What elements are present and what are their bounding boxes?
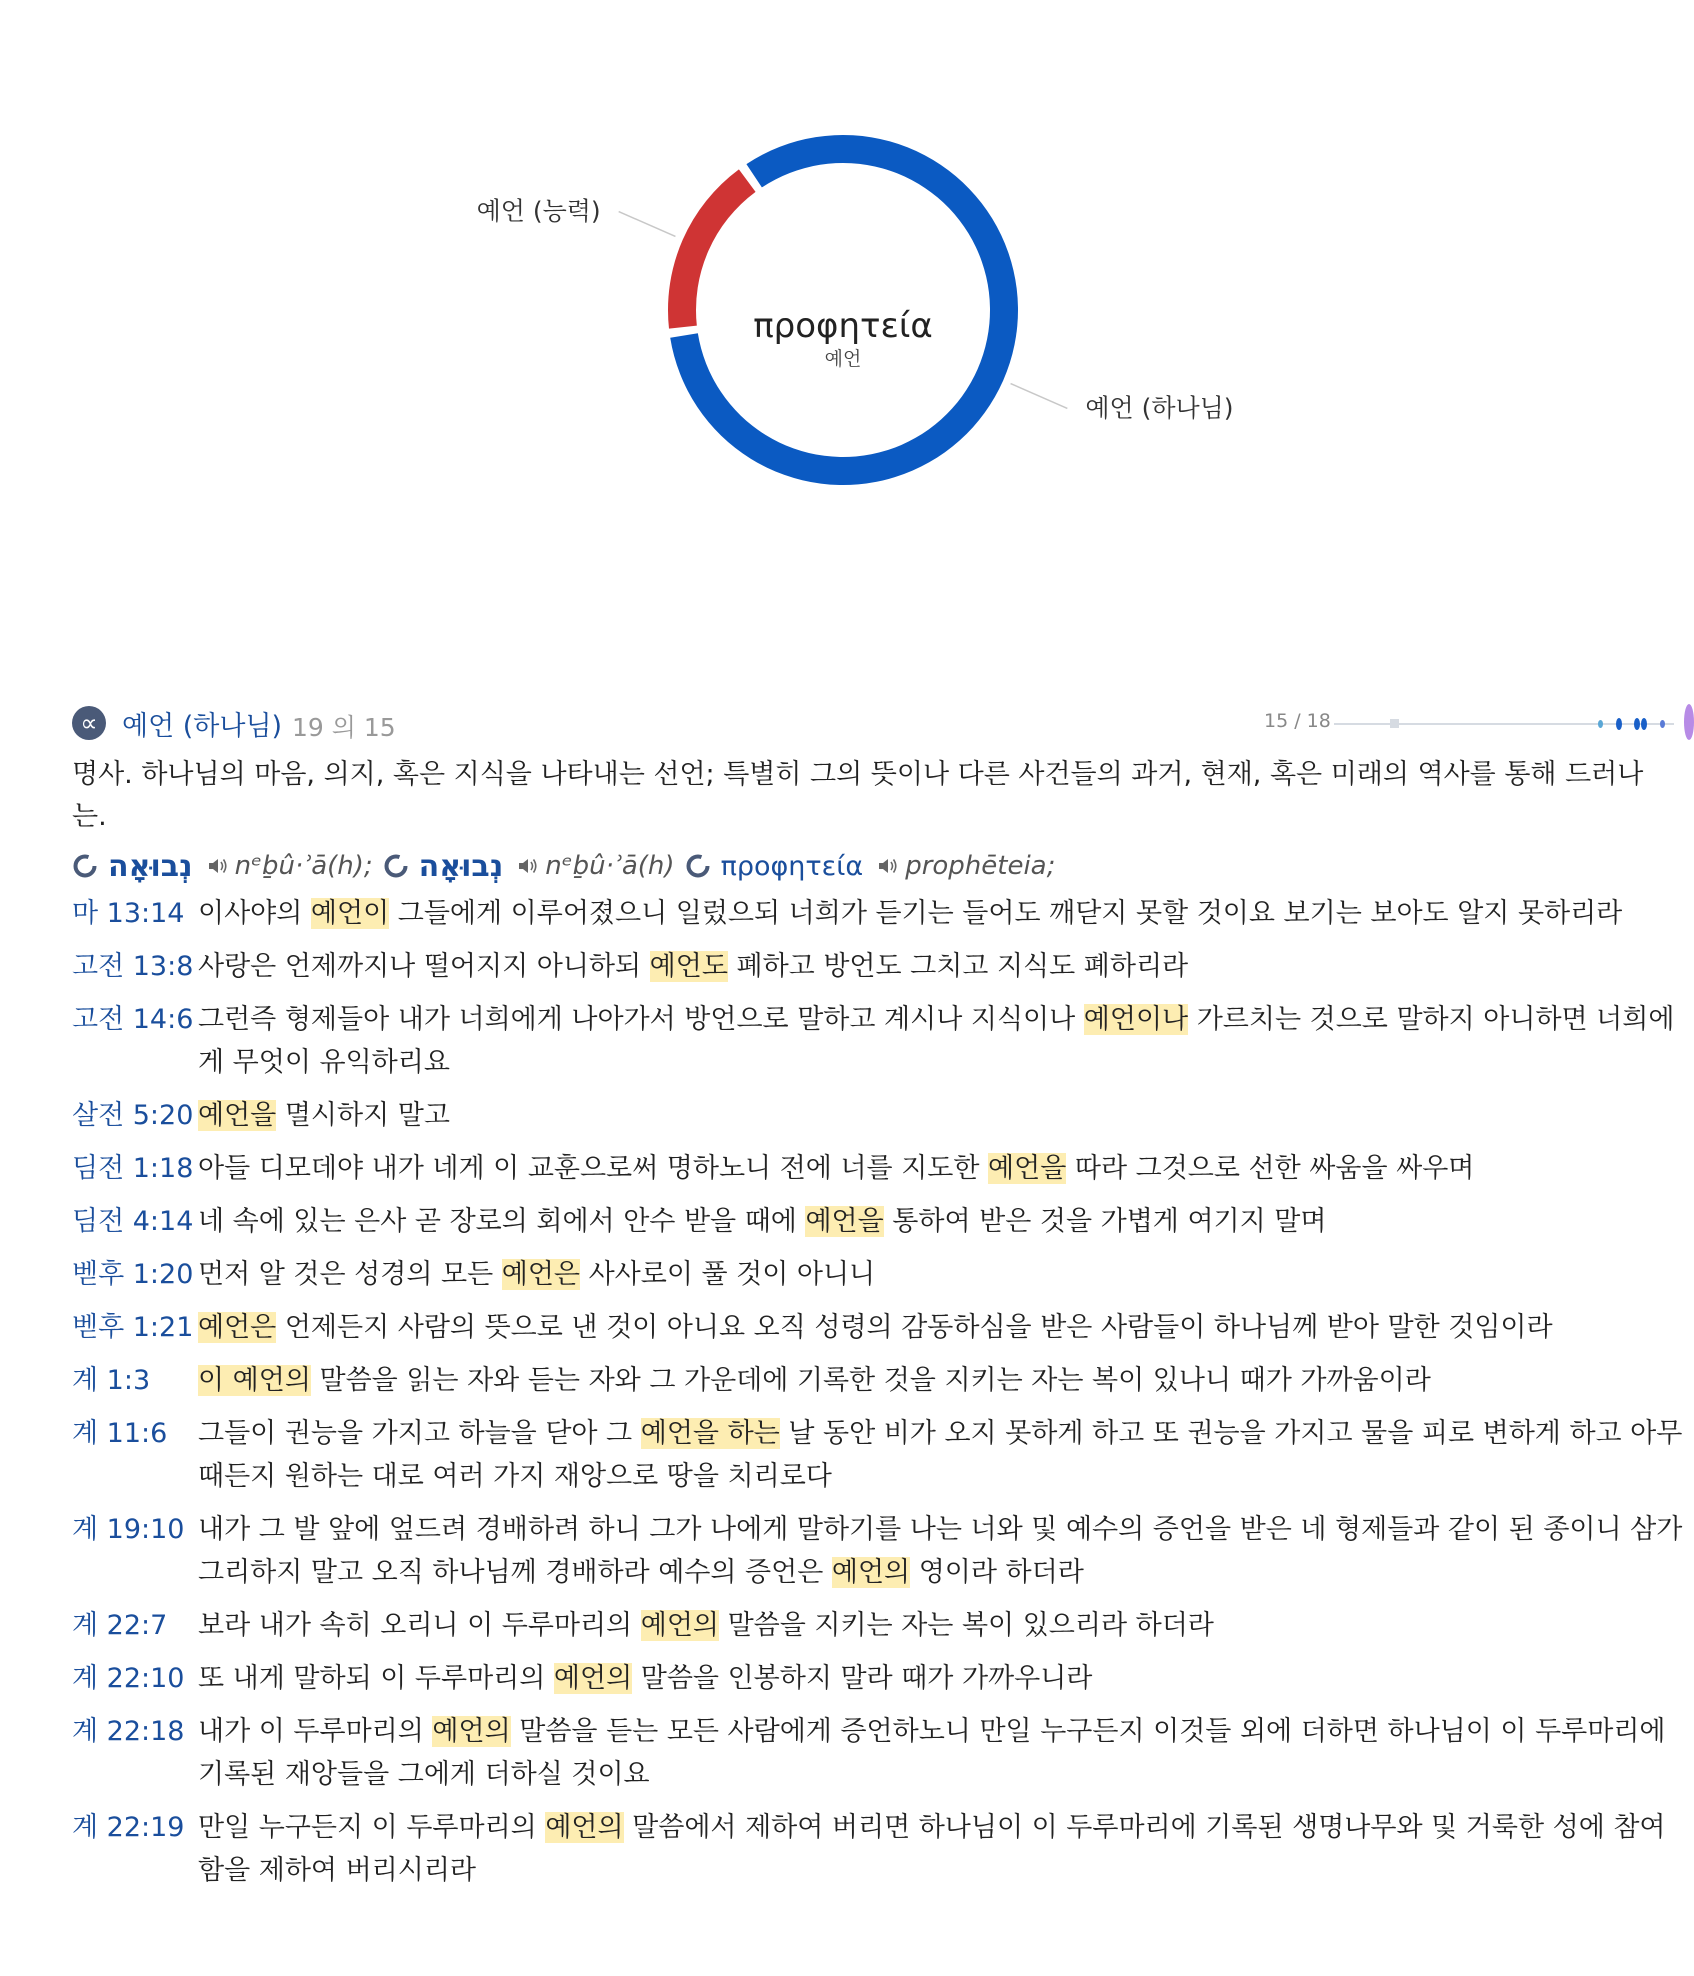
lemma-item [72, 849, 373, 884]
pager-dot [1641, 718, 1647, 730]
lemma-lookup-icon[interactable] [72, 853, 98, 879]
sense-donut-chart [0, 0, 1694, 640]
sense-header [72, 700, 1694, 748]
verse-row [72, 1147, 1684, 1190]
verse-text-segment: 그런즉 형제들아 내가 너희에게 나아가서 방언으로 말하고 계시나 지식이나 [198, 1004, 1084, 1035]
verse-text-segment: 사사로이 풀 것이 아니니 [579, 1259, 876, 1290]
verse-text-segment: 내가 그 발 앞에 엎드려 경배하려 하니 그가 나에게 말하기를 나는 너와 및 예수의 증언을 받은 네 형제들과 같이 된 종이니 삼가 그리하지 말고 오직 하나님께 경배하라 예수의 증언은 [198, 1514, 1683, 1588]
pager-dot [1634, 718, 1640, 730]
sense-section [72, 700, 1694, 1902]
verse-text-segment: 아들 디모데야 내가 네게 이 교훈으로써 명하노니 전에 너를 지도한 [198, 1153, 989, 1184]
pager-end-marker[interactable] [1684, 704, 1694, 740]
lemma-word-link[interactable]: προφητεία [720, 850, 864, 882]
verse-row [72, 998, 1684, 1084]
verse-text-segment: 그들이 권능을 가지고 하늘을 닫아 그 [198, 1418, 641, 1449]
verse-text [198, 1359, 1684, 1402]
verse-text-segment: 통하여 받은 것을 가볍게 여기지 말며 [883, 1206, 1327, 1237]
verse-text-segment: 또 내게 말하되 이 두루마리의 [198, 1663, 554, 1694]
pager-dot [1598, 720, 1603, 728]
verse-row [72, 1094, 1684, 1137]
verse-text [198, 1094, 1684, 1137]
verse-row [72, 1806, 1684, 1892]
verse-reference-link[interactable]: 딤전 1:18 [72, 1153, 194, 1184]
lemma-transliteration: nᵉḇû·ʾā(h) [545, 851, 675, 881]
verse-text-segment: 먼저 알 것은 성경의 모든 [198, 1259, 502, 1290]
verse-row [72, 945, 1684, 988]
verse-text-segment: 내가 이 두루마리의 [198, 1716, 433, 1747]
highlighted-term: 예언도 [649, 951, 728, 982]
pager-knob[interactable] [1390, 719, 1399, 728]
verse-row [72, 1412, 1684, 1498]
lemma-item [383, 849, 675, 884]
verse-row [72, 1253, 1684, 1296]
sense-title-link[interactable]: 예언 (하나님) [122, 711, 283, 742]
verse-text [198, 945, 1684, 988]
verse-text-segment: 말씀을 읽는 자와 듣는 자와 그 가운데에 기록한 것을 지키는 자는 복이 있나니 때가 가까움이라 [310, 1365, 1431, 1396]
verse-text [198, 1710, 1684, 1796]
verse-text-segment: 사랑은 언제까지나 떨어지지 아니하되 [198, 951, 650, 982]
highlighted-term: 예언의 [553, 1663, 633, 1694]
verse-text [198, 1806, 1684, 1892]
verse-text-segment: 말씀을 지키는 자는 복이 있으리라 하더라 [718, 1610, 1214, 1641]
lemma-lookup-icon[interactable] [685, 853, 711, 879]
verse-text-segment: 말씀을 듣는 모든 사람에게 증언하노니 만일 누구든지 이것들 외에 더하면 하나님이 이 두루마리에 기록된 재앙들을 그에게 더하실 것이요 [198, 1716, 1666, 1790]
verse-row [72, 1657, 1684, 1700]
verse-text-segment: 그들에게 이루어졌으니 일렀으되 너희가 듣기는 들어도 깨닫지 못할 것이요 보기는 보아도 알지 못하리라 [389, 898, 1623, 929]
lemma-list [72, 844, 1694, 888]
highlighted-term: 예언이나 [1083, 1004, 1189, 1035]
verse-reference-link[interactable]: 계 1:3 [72, 1365, 151, 1396]
verse-text [198, 998, 1684, 1084]
verse-reference-link[interactable]: 마 13:14 [72, 898, 185, 929]
verse-reference-link[interactable]: 벧후 1:21 [72, 1312, 194, 1343]
highlighted-term: 예언의 [640, 1610, 719, 1641]
verse-text-segment: 따라 그것으로 선한 싸움을 싸우며 [1066, 1153, 1475, 1184]
lemma-transliteration: nᵉḇû·ʾā(h); [234, 851, 373, 881]
highlighted-term: 예언을 [805, 1206, 884, 1237]
verse-text-segment: 이사야의 [198, 898, 311, 929]
verse-reference-link[interactable]: 계 19:10 [72, 1514, 185, 1545]
lemma-lookup-icon[interactable] [383, 853, 409, 879]
verse-text [198, 1253, 1684, 1296]
pager-label: 15 / 18 [1264, 710, 1331, 732]
verse-list [72, 892, 1694, 1892]
sense-count: 19 의 15 [292, 713, 396, 742]
verse-text-segment: 영이라 하더라 [910, 1557, 1084, 1588]
verse-reference-link[interactable]: 고전 13:8 [72, 951, 194, 982]
sense-proportional-icon[interactable]: ∝ [72, 706, 106, 740]
verse-row [72, 1508, 1684, 1594]
verse-text-segment: 언제든지 사람의 뜻으로 낸 것이 아니요 오직 성령의 감동하심을 받은 사람들이 하나님께 받아 말한 것임이라 [276, 1312, 1553, 1343]
lemma-word-link[interactable]: נְבוּאָה [108, 848, 193, 884]
verse-reference-link[interactable]: 계 22:18 [72, 1716, 185, 1747]
verse-text-segment: 보라 내가 속히 오리니 이 두루마리의 [198, 1610, 641, 1641]
highlighted-term: 예언의 [831, 1557, 911, 1588]
sense-definition: 명사. 하나님의 마음, 의지, 혹은 지식을 나타내는 선언; 특별히 그의 뜻이나 다른 사건들의 과거, 현재, 혹은 미래의 역사를 통해 드러나는. [72, 759, 1644, 832]
verse-text [198, 1412, 1684, 1498]
verse-row [72, 892, 1684, 935]
highlighted-term: 예언이 [310, 898, 390, 929]
donut-slice[interactable] [668, 169, 756, 328]
verse-text-segment: 멸시하지 말고 [276, 1100, 450, 1131]
slice-leader-line [619, 212, 676, 237]
verse-text [198, 1508, 1684, 1594]
highlighted-term: 예언을 하는 [640, 1418, 780, 1449]
verse-reference-link[interactable]: 딤전 4:14 [72, 1206, 194, 1237]
pager-dot [1616, 718, 1622, 730]
pager-dot [1660, 720, 1665, 728]
speaker-icon[interactable] [517, 856, 539, 876]
chart-center-title: προφητεία [753, 306, 933, 346]
verse-row [72, 1710, 1684, 1796]
highlighted-term: 이 예언의 [198, 1365, 311, 1396]
lemma-item [685, 851, 1056, 882]
verse-reference-link[interactable]: 계 11:6 [72, 1418, 168, 1449]
verse-text-segment: 말씀을 인봉하지 말라 때가 가까우니라 [632, 1663, 1093, 1694]
verse-text [198, 1657, 1684, 1700]
verse-row [72, 1359, 1684, 1402]
speaker-icon[interactable] [877, 856, 899, 876]
verse-text-segment: 날 동안 비가 오지 못하게 하고 또 권능을 가지고 물을 피로 변하게 하고 아무 때든지 원하는 대로 여러 가지 재앙으로 땅을 치리로다 [198, 1418, 1683, 1492]
highlighted-term: 예언을 [988, 1153, 1067, 1184]
verse-reference-link[interactable]: 벧후 1:20 [72, 1259, 194, 1290]
verse-text [198, 1200, 1684, 1243]
speaker-icon[interactable] [207, 856, 229, 876]
verse-text [198, 1147, 1684, 1190]
highlighted-term: 예언의 [432, 1716, 511, 1747]
verse-row [72, 1306, 1684, 1349]
verse-text-segment: 만일 누구든지 이 두루마리의 [198, 1812, 546, 1843]
verse-text-segment: 네 속에 있는 은사 곧 장로의 회에서 안수 받을 때에 [198, 1206, 806, 1237]
verse-text-segment: 말씀에서 제하여 버리면 하나님이 이 두루마리에 기록된 생명나무와 및 거룩한 성에 참여함을 제하여 버리시리라 [198, 1812, 1666, 1886]
verse-reference-link[interactable]: 계 22:10 [72, 1663, 185, 1694]
highlighted-term: 예언을 [198, 1100, 277, 1131]
sense-pager[interactable] [1264, 708, 1694, 738]
slice-leader-line [1011, 384, 1068, 409]
highlighted-term: 예언은 [501, 1259, 580, 1290]
verse-reference-link[interactable]: 고전 14:6 [72, 1004, 194, 1035]
verse-row [72, 1604, 1684, 1647]
verse-reference-link[interactable]: 살전 5:20 [72, 1100, 194, 1131]
verse-text-segment: 폐하고 방언도 그치고 지식도 폐하리라 [727, 951, 1189, 982]
verse-reference-link[interactable]: 계 22:7 [72, 1610, 168, 1641]
slice-label[interactable]: 예언 (하나님) [1085, 393, 1234, 423]
verse-text [198, 1604, 1684, 1647]
verse-text-segment: 가르치는 것으로 말하지 아니하면 너희에게 무엇이 유익하리요 [198, 1004, 1675, 1078]
verse-text [198, 1306, 1684, 1349]
verse-reference-link[interactable]: 계 22:19 [72, 1812, 185, 1843]
verse-text [198, 892, 1684, 935]
lemma-word-link[interactable]: נְבוּאָה [418, 848, 504, 884]
verse-row [72, 1200, 1684, 1243]
slice-label[interactable]: 예언 (능력) [476, 196, 601, 226]
highlighted-term: 예언은 [198, 1312, 277, 1343]
lemma-transliteration: prophēteia; [905, 851, 1056, 881]
pager-track[interactable] [1334, 723, 1674, 725]
chart-center-subtitle: 예언 [824, 348, 862, 370]
highlighted-term: 예언의 [545, 1812, 624, 1843]
